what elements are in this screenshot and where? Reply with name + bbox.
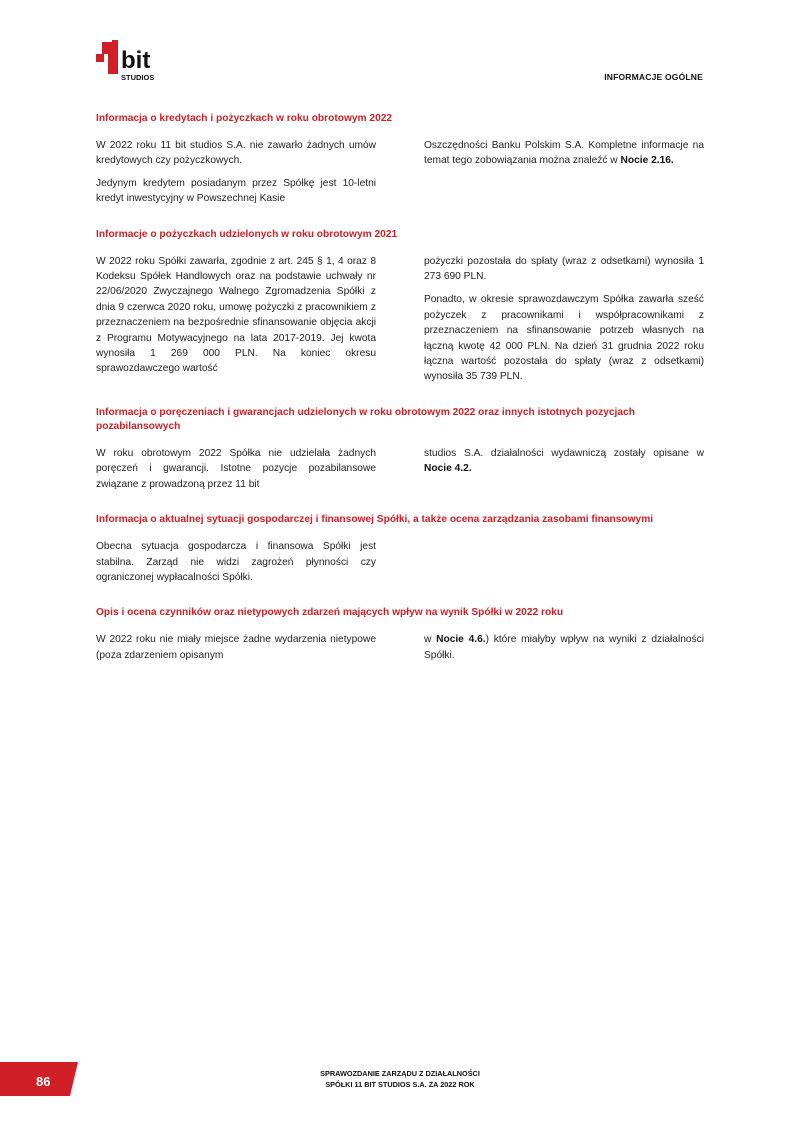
- paragraph-text: ) które miałyby wpływ na wyniki z działalności Spółki.: [424, 634, 704, 661]
- paragraph-text: w: [424, 634, 437, 646]
- note-reference: Nocie 2.16.: [620, 155, 674, 167]
- logo-mark-icon: [96, 40, 176, 82]
- logo-text: bit: [121, 47, 151, 74]
- section-label: INFORMACJE OGÓLNE: [604, 72, 703, 82]
- paragraph: W 2022 roku Spółki zawarła, zgodnie z art. 245 § 1, 4 oraz 8 Kodeksu Spółek Handlowych oraz na podstawie uchwały nr 22/06/2020 Zwyczajnego Walnego Zgromadzenia Spółki z dnia 9 czerwca 2020 roku, umowę pożyczki z pracownikiem z przeznaczeniem na bezpośrednie sfinansowanie objęcia akcji z Programu Motywacyjnego na lata 2017-2019. Jej kwota wynosiła 1 269 000 PLN. Na koniec okresu sprawozdawczego wartość: [96, 255, 376, 375]
- paragraph-text: Oszczędności Banku Polskim S.A. Kompletne informacje na temat tego zobowiązania można znaleźć w: [424, 140, 704, 167]
- paragraph: [424, 138, 704, 169]
- logo-subtext: STUDIOS: [121, 73, 155, 82]
- left-column: [96, 254, 376, 392]
- left-column: [96, 539, 376, 592]
- paragraph: W 2022 roku nie miały miejsce żadne wydarzenia nietypowe (poza zdarzeniem opisanym: [96, 634, 376, 661]
- paragraph: [424, 632, 704, 663]
- right-column: [424, 446, 704, 499]
- section-heading: Informacja o kredytach i pożyczkach w roku obrotowym 2022: [96, 113, 393, 124]
- section-financial-situation: [96, 513, 704, 592]
- section-heading: Informacja o aktualnej sytuacji gospodarczej i finansowej Spółki, a także ocena zarządzania zasobami finansowymi: [96, 514, 654, 526]
- footer-line: SPRAWOZDANIE ZARZĄDU Z DZIAŁALNOŚCI: [320, 1069, 480, 1078]
- paragraph: Obecna sytuacja gospodarcza i finansowa Spółki jest stabilna. Zarząd nie widzi zagrożeń płynności czy ograniczonej wypłacalności Spółki.: [96, 541, 376, 583]
- paragraph-text: studios S.A. działalności wydawniczą zostały opisane w: [424, 447, 704, 459]
- note-reference: Nocie 4.6.: [436, 634, 486, 646]
- main-content: [96, 112, 704, 684]
- company-logo: [96, 40, 176, 82]
- section-heading: Informacje o pożyczkach udzielonych w roku obrotowym 2021: [96, 228, 398, 240]
- section-loans-credits: [96, 112, 704, 214]
- footer-line: SPÓŁKI 11 BIT STUDIOS S.A. ZA 2022 ROK: [325, 1080, 475, 1089]
- section-heading: Opis i ocena czynników oraz nietypowych zdarzeń mających wpływ na wynik Spółki w 2022 roku: [96, 607, 564, 619]
- paragraph: pożyczki pozostała do spłaty (wraz z odsetkami) wynosiła 1 273 690 PLN.: [424, 255, 704, 283]
- section-heading: Informacja o poręczeniach i gwarancjach udzielonych w roku obrotowym 2022 oraz innych istotnych pozycjach pozabilansowych: [96, 406, 635, 432]
- right-column: [424, 254, 704, 392]
- section-granted-loans: [96, 228, 704, 392]
- right-column: [424, 138, 704, 214]
- paragraph: W 2022 roku 11 bit studios S.A. nie zawarło żadnych umów kredytowych czy pożyczkowych.: [96, 140, 376, 167]
- paragraph: [424, 446, 704, 477]
- note-reference: Nocie 4.2.: [424, 463, 472, 475]
- section-guarantees: [96, 406, 704, 499]
- right-column: [424, 632, 704, 670]
- section-unusual-events: [96, 606, 704, 670]
- left-column: [96, 446, 376, 499]
- left-column: [96, 632, 376, 670]
- left-column: [96, 138, 376, 214]
- right-column: [424, 539, 704, 592]
- page-number: 86: [36, 1074, 51, 1089]
- paragraph: Jedynym kredytem posiadanym przez Spółkę jest 10-letni kredyt inwestycyjny w Powszechnej Kasie: [96, 177, 376, 205]
- paragraph: W roku obrotowym 2022 Spółka nie udzielała żadnych poręczeń i gwarancji. Istotne pozycje pozabilansowe związane z prowadzoną przez 11 bit: [96, 447, 376, 490]
- footer-title: [0, 1068, 800, 1090]
- paragraph: Ponadto, w okresie sprawozdawczym Spółka zawarła sześć pożyczek z pracownikami i współpracownikami z przeznaczeniem na sfinansowanie potrzeb własnych na łączną kwotę 42 000 PLN. Na dzień 31 grudnia 2022 roku łączna wartość pozostała do spłaty (wraz z odsetkami) wynosiła 35 739 PLN.: [424, 294, 704, 383]
